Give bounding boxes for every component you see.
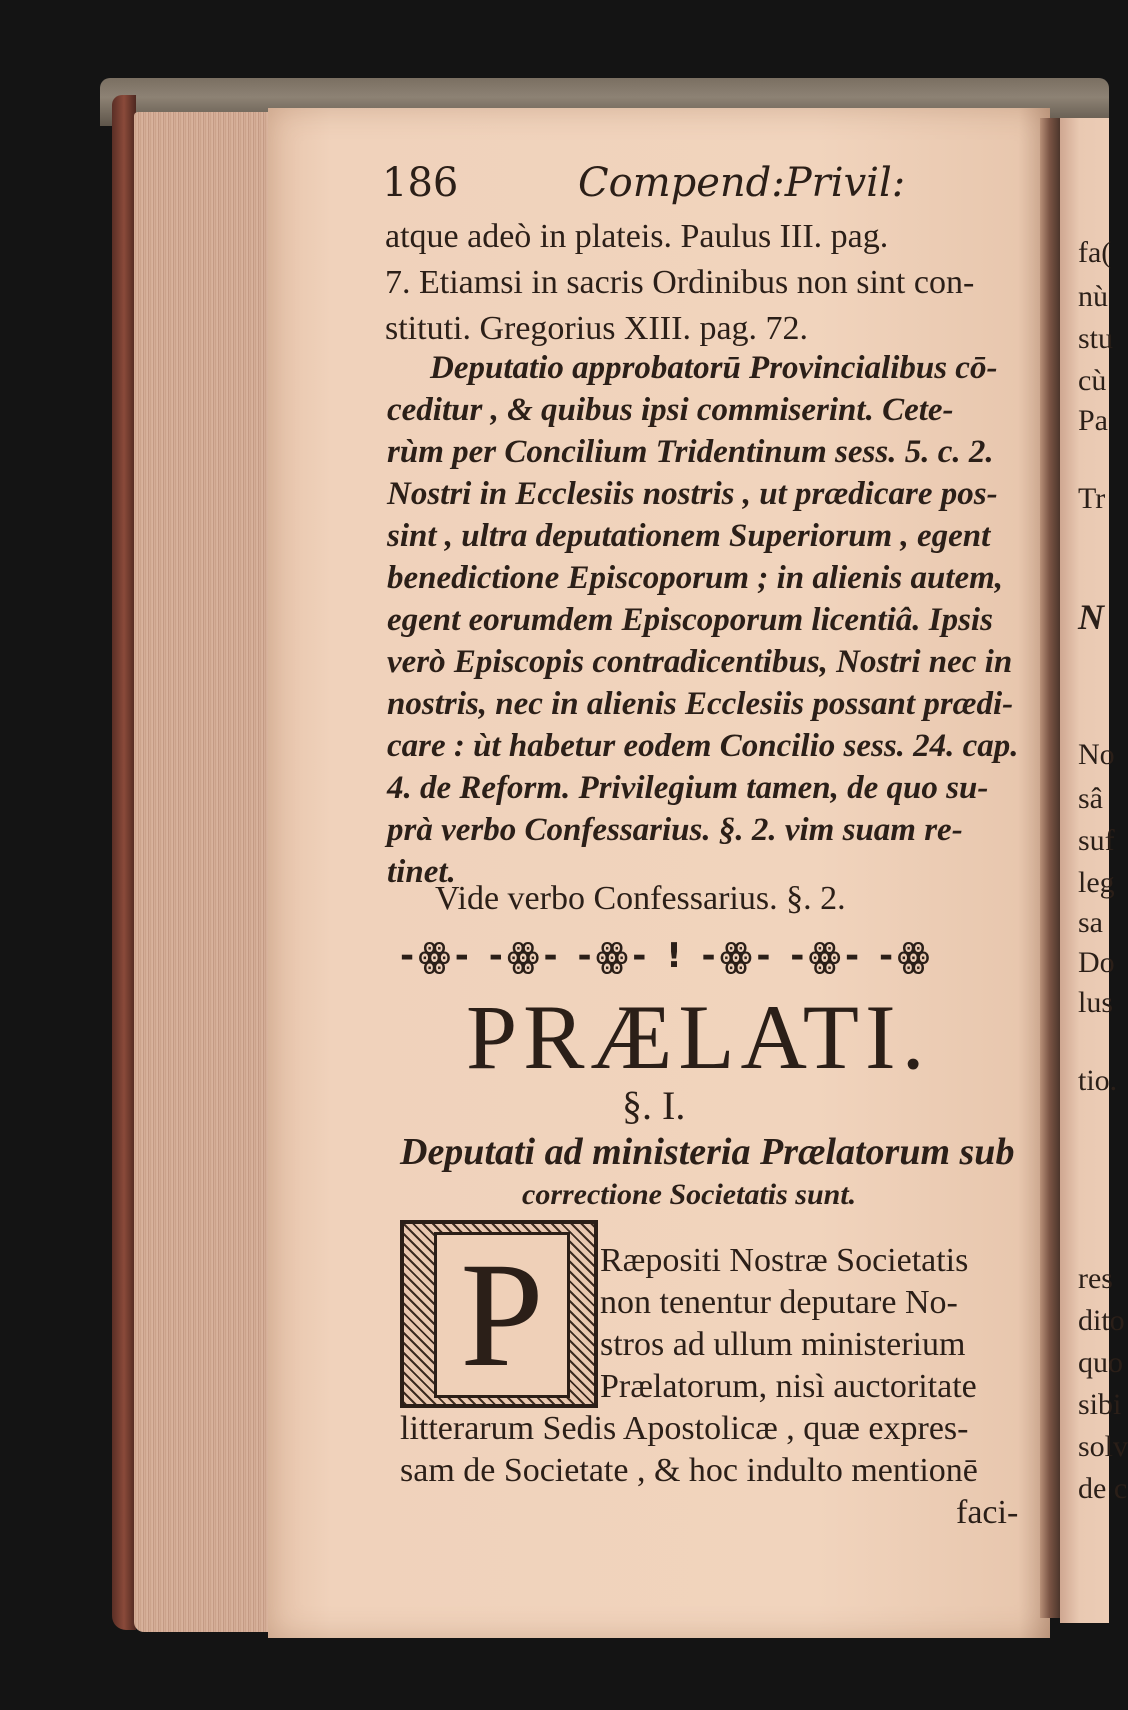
facing-fragment: quo: [1078, 1346, 1123, 1379]
text-line: 7. Etiamsi in sacris Ordinibus non sint con-: [385, 264, 975, 301]
italic-line: Nostri in Ecclesiis nostris , ut prædicare pos-: [387, 476, 998, 512]
facing-fragment: sa: [1078, 906, 1103, 939]
facing-fragment: res: [1078, 1262, 1113, 1295]
body-line: litterarum Sedis Apostolicæ , quæ expres-: [400, 1410, 969, 1447]
facing-fragment: Tr: [1078, 482, 1106, 515]
facing-fragment: de c: [1078, 1472, 1128, 1505]
facing-fragment: lus: [1078, 986, 1114, 1019]
running-head: Compend:Privil:: [578, 160, 906, 206]
book-spine-edge: [112, 95, 136, 1630]
body-line: Prælatorum, nisì auctoritate: [600, 1368, 977, 1405]
page-edges: [134, 112, 276, 1632]
facing-fragment: leg: [1078, 866, 1115, 899]
italic-line: Deputatio approbatorū Provincialibus cō-: [430, 350, 998, 386]
italic-line: benedictione Episcoporum ; in alienis autem,: [387, 560, 1004, 596]
italic-line: rùm per Concilium Tridentinum sess. 5. c. 2.: [387, 434, 994, 470]
facing-fragment: stu: [1078, 322, 1114, 355]
catchword: faci-: [956, 1494, 1019, 1531]
facing-fragment: fa(: [1078, 236, 1112, 269]
body-line: non tenentur deputare No-: [600, 1284, 958, 1321]
italic-line: egent eorumdem Episcoporum licentiâ. Ipsis: [387, 602, 993, 638]
subheading: Deputati ad ministeria Prælatorum sub: [400, 1131, 1015, 1173]
decorated-initial: [400, 1220, 598, 1408]
body-line: Ræpositi Nostræ Societatis: [600, 1242, 969, 1279]
facing-fragment: cù: [1078, 364, 1107, 397]
facing-fragment: No: [1078, 738, 1115, 771]
italic-line: ceditur , & quibus ipsi commiserint. Cete-: [387, 392, 954, 428]
ornament-band: -ꙮ- -ꙮ- -ꙮ- ! -ꙮ- -ꙮ- -ꙮ: [400, 936, 934, 976]
italic-line: nostris, nec in alienis Ecclesiis possant prædi-: [387, 686, 1014, 722]
italic-line: tinet.: [387, 854, 456, 890]
subheading: correctione Societatis sunt.: [522, 1178, 857, 1211]
italic-line: prà verbo Confessarius. §. 2. vim suam re-: [387, 812, 963, 848]
facing-fragment: N: [1078, 597, 1104, 637]
italic-line: sint , ultra deputationem Superiorum , egent: [387, 518, 991, 554]
italic-line: verò Episcopis contradicentibus, Nostri nec in: [387, 644, 1013, 680]
italic-line: care : ùt habetur eodem Concilio sess. 24. cap.: [387, 728, 1019, 764]
italic-line: 4. de Reform. Privilegium tamen, de quo su-: [387, 770, 989, 806]
facing-fragment: Do: [1078, 946, 1115, 979]
facing-fragment: sibi: [1078, 1388, 1122, 1421]
facing-fragment: suf: [1078, 824, 1115, 857]
section-title: PRÆLATI.: [466, 986, 931, 1088]
text-line: atque adeò in plateis. Paulus III. pag.: [385, 218, 889, 255]
facing-fragment: tio.: [1078, 1064, 1118, 1097]
facing-fragment: dito: [1078, 1304, 1125, 1337]
facing-fragment: nù: [1078, 280, 1108, 313]
body-line: sam de Societate , & hoc indulto mentionē: [400, 1452, 978, 1489]
body-line: stros ad ullum ministerium: [600, 1326, 966, 1363]
initial-letter: P: [434, 1232, 570, 1398]
text-line: stituti. Gregorius XIII. pag. 72.: [385, 310, 809, 347]
page-number: 186: [382, 160, 459, 206]
vide-line: Vide verbo Confessarius. §. 2.: [435, 880, 846, 917]
section-number: §. I.: [622, 1083, 686, 1128]
facing-fragment: sâ: [1078, 782, 1103, 815]
facing-fragment: solv: [1078, 1430, 1128, 1463]
facing-fragment: Pa: [1078, 404, 1108, 437]
